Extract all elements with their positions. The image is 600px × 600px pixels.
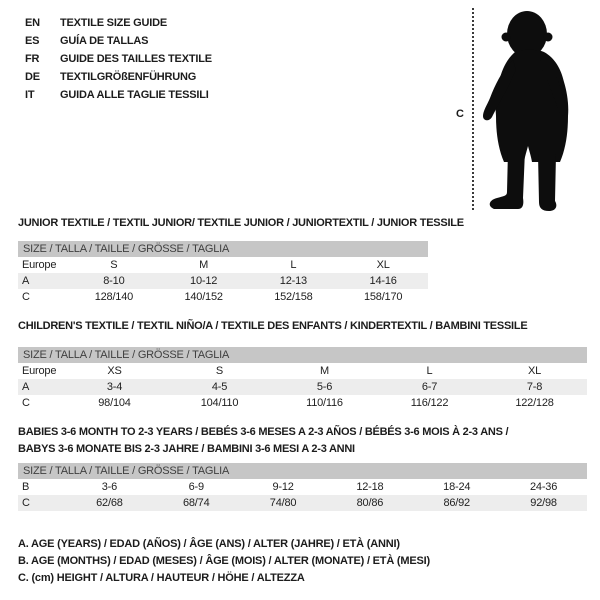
size-cell: 24-36 xyxy=(529,481,558,493)
size-cell: 68/74 xyxy=(182,497,210,509)
height-measure-label: C xyxy=(456,108,464,120)
size-cell: 18-24 xyxy=(443,481,471,493)
legend-footnotes xyxy=(18,536,430,587)
legend-line-c: C. (cm) HEIGHT / ALTURA / HAUTEUR / HÖHE / ALTEZZA xyxy=(18,572,305,584)
table-row-age xyxy=(18,273,428,289)
height-measure-dotted-line xyxy=(472,8,474,210)
size-cell: XL xyxy=(376,259,390,271)
size-cell: L xyxy=(426,365,433,377)
size-cell: 12-13 xyxy=(279,275,307,287)
row-label: Europe xyxy=(22,259,57,271)
guide-title-en: TEXTILE SIZE GUIDE xyxy=(60,17,168,29)
size-cell: 6-7 xyxy=(421,381,438,393)
row-label: C xyxy=(22,497,30,509)
size-cell: 8-10 xyxy=(103,275,125,287)
size-cell: 12-18 xyxy=(356,481,384,493)
size-header-bar: SIZE / TALLA / TAILLE / GRÖSSE / TAGLIA xyxy=(18,463,587,479)
row-label: Europe xyxy=(22,365,57,377)
language-row-es xyxy=(25,32,212,50)
size-cell: 92/98 xyxy=(530,497,557,509)
babies-size-table xyxy=(18,463,587,511)
babies-title-line1: BABIES 3-6 MONTH TO 2-3 YEARS / BEBÉS 3-6 MESES A 2-3 AÑOS / BÉBÉS 3-6 MOIS À 2-3 ANS / xyxy=(18,426,509,438)
table-row-europe xyxy=(18,257,428,273)
size-cell: 116/122 xyxy=(410,397,449,409)
size-cell: 62/68 xyxy=(96,497,123,509)
language-row-it xyxy=(25,86,212,104)
language-code: IT xyxy=(25,89,35,101)
size-cell: 122/128 xyxy=(515,397,554,409)
row-label: C xyxy=(22,291,30,303)
table-row-age-months xyxy=(18,479,587,495)
size-cell: 86/92 xyxy=(443,497,470,509)
size-cell: 3-6 xyxy=(101,481,118,493)
row-label: C xyxy=(22,397,30,409)
table-row-europe xyxy=(18,363,587,379)
language-code: ES xyxy=(25,35,40,47)
guide-title-es: GUÍA DE TALLAS xyxy=(60,35,149,47)
language-code: DE xyxy=(25,71,40,83)
size-cell: 140/152 xyxy=(184,291,223,303)
row-label: A xyxy=(22,275,30,287)
size-cell: 10-12 xyxy=(190,275,218,287)
row-label: B xyxy=(22,481,30,493)
legend-line-a: A. AGE (YEARS) / EDAD (AÑOS) / ÂGE (ANS) / ALTER (JAHRE) / ETÀ (ANNI) xyxy=(18,538,400,550)
language-row-en xyxy=(25,14,212,32)
legend-line-b: B. AGE (MONTHS) / EDAD (MESES) / ÂGE (MOIS) / ALTER (MONATE) / ETÀ (MESI) xyxy=(18,555,430,567)
guide-title-fr: GUIDE DES TAILLES TEXTILE xyxy=(60,53,212,65)
junior-size-table xyxy=(18,241,428,305)
children-section-title: CHILDREN'S TEXTILE / TEXTIL NIÑO/A / TEXTILE DES ENFANTS / KINDERTEXTIL / BAMBINI TESSILE xyxy=(18,320,528,332)
babies-title-line2: BABYS 3-6 MONATE BIS 2-3 JAHRE / BAMBINI 3-6 MESI A 2-3 ANNI xyxy=(18,443,355,455)
language-code: EN xyxy=(25,17,40,29)
row-label: A xyxy=(22,381,30,393)
table-row-height xyxy=(18,495,587,511)
size-cell: XS xyxy=(107,365,122,377)
table-row-height xyxy=(18,289,428,305)
size-cell: 5-6 xyxy=(316,381,333,393)
babies-section-title xyxy=(18,424,508,458)
size-cell: 152/158 xyxy=(274,291,313,303)
size-cell: 80/86 xyxy=(356,497,384,509)
size-header-bar: SIZE / TALLA / TAILLE / GRÖSSE / TAGLIA xyxy=(18,241,428,257)
language-header xyxy=(25,14,212,104)
language-row-de xyxy=(25,68,212,86)
junior-section-title: JUNIOR TEXTILE / TEXTIL JUNIOR/ TEXTILE JUNIOR / JUNIORTEXTIL / JUNIOR TESSILE xyxy=(18,217,464,229)
language-code: FR xyxy=(25,53,40,65)
size-cell: 14-16 xyxy=(369,275,397,287)
size-cell: 7-8 xyxy=(526,381,543,393)
size-cell: M xyxy=(199,259,209,271)
size-cell: 158/170 xyxy=(363,291,403,303)
children-size-table xyxy=(18,347,587,411)
size-cell: S xyxy=(215,365,224,377)
size-cell: 98/104 xyxy=(98,397,131,409)
guide-title-it: GUIDA ALLE TAGLIE TESSILI xyxy=(60,89,209,101)
table-row-height xyxy=(18,395,587,411)
size-cell: 104/110 xyxy=(200,397,239,409)
size-cell: 4-5 xyxy=(211,381,228,393)
size-cell: 6-9 xyxy=(188,481,204,493)
baby-silhouette-icon xyxy=(482,6,592,211)
size-cell: L xyxy=(290,259,297,271)
size-cell: 128/140 xyxy=(94,291,134,303)
language-row-fr xyxy=(25,50,212,68)
size-cell: XL xyxy=(527,365,542,377)
size-cell: 74/80 xyxy=(269,497,297,509)
size-header-bar: SIZE / TALLA / TAILLE / GRÖSSE / TAGLIA xyxy=(18,347,587,363)
size-cell: S xyxy=(110,259,118,271)
size-cell: 110/116 xyxy=(306,397,343,409)
size-cell: M xyxy=(320,365,329,377)
guide-title-de: TEXTILGRÖßENFÜHRUNG xyxy=(60,71,197,83)
size-cell: 3-4 xyxy=(106,381,123,393)
size-cell: 9-12 xyxy=(272,481,294,493)
table-row-age xyxy=(18,379,587,395)
